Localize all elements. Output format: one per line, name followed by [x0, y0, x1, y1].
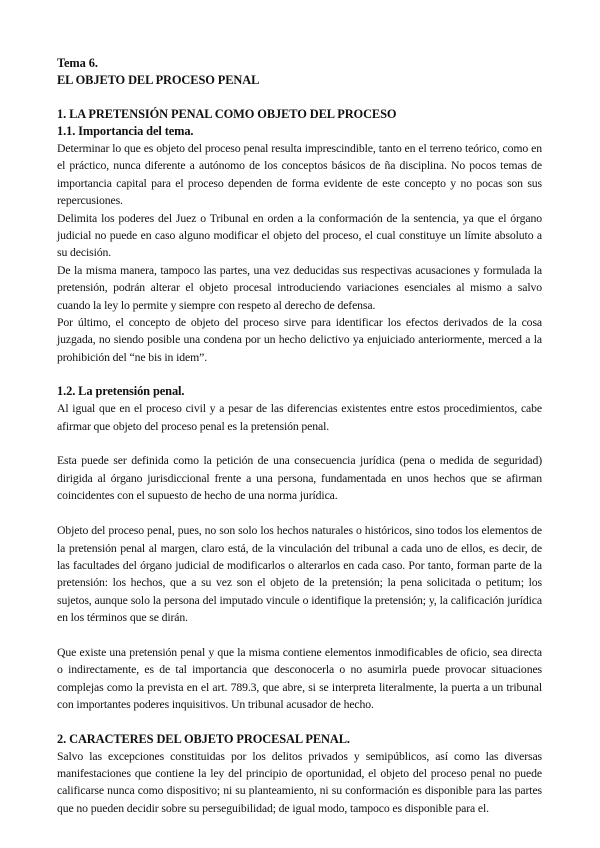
topic-number: Tema 6. [57, 56, 98, 70]
paragraph-1-2-a: Al igual que en el proceso civil y a pesar de las diferencias existentes entre estos procedimientos, cabe afirmar que objeto del proceso penal es la pretensión penal. [57, 402, 542, 433]
spacer [57, 714, 542, 731]
section-2-title: 2. CARACTERES DEL OBJETO PROCESAL PENAL. [57, 731, 350, 746]
spacer [57, 366, 542, 383]
paragraph-2-a: Salvo las excepciones constituidas por los delitos privados y semipúblicos, así como las diversas manifestaciones que contiene la ley del principio de oportunidad, el objeto del proceso penal no puede calificarse nunca como dispositivo; ni su planteamiento, ni su conformación es disponible para las partes que no pueden decidir sobre su perseguibilidad; de igual modo, tampoco es disponible para el. [57, 749, 542, 815]
subsection-1-2-title: 1.2. La pretensión penal. [57, 384, 185, 399]
paragraph-1-2-b: Esta puede ser definida como la petición de una consecuencia jurídica (pena o medida de seguridad) dirigida al órgano jurisdiccional frente a una persona, fundamentada en unos hechos que se afirman coincidentes con el supuesto de hecho de una norma jurídica. [57, 454, 542, 503]
paragraph-1-1-b: Delimita los poderes del Juez o Tribunal en orden a la conformación de la sentencia, ya que el órgano judicial no puede en caso alguno modificar el objeto del proceso, el cual constituye un límite absoluto a su decisión. [57, 211, 542, 260]
paragraph-1-1-d: Por último, el concepto de objeto del proceso sirve para identificar los efectos derivados de la cosa juzgada, no siendo posible una condena por un hecho delictivo ya enjuiciado anteriormente, merced a la prohibición del “ne bis in idem”. [57, 316, 542, 364]
document-page [57, 55, 542, 817]
spacer [57, 89, 542, 106]
document-title: EL OBJETO DEL PROCESO PENAL [57, 73, 260, 87]
paragraph-1-1-c: De la misma manera, tampoco las partes, una vez deducidas sus respectivas acusaciones y formulada la pretensión, podrán alterar el objeto procesal introduciendo variaciones esenciales al mismo a salvo cuando la ley lo permite y siempre con respeto al derecho de defensa. [57, 263, 542, 312]
paragraph-1-2-c: Objeto del proceso penal, pues, no son solo los hechos naturales o históricos, sino todos los elementos de la pretensión penal al margen, claro está, de la vinculación del tribunal a cada uno de ellos, es decir, de las facultades del órgano judicial de modificarlos o alterarlos en cada caso. Por tanto, forman parte de la pretensión: los hechos, que a su vez son el objeto de la pretensión; la pena solicitada o petitum; los sujetos, aunque solo la persona del imputado vincule o identifique la pretensión; y, la calificación jurídica en los términos que se dirán. [57, 524, 542, 625]
spacer [57, 435, 542, 452]
spacer [57, 627, 542, 644]
paragraph-1-2-d: Que existe una pretensión penal y que la misma contiene elementos inmodificables de oficio, sea directa o indirectamente, es de tal importancia que desconocerla o no asumirla puede provocar situaciones complejas como la prevista en el art. 789.3, que abre, si se interpreta literalmente, la puerta a un tribunal con importantes poderes inquisitivos. Un tribunal acusador de hecho. [57, 645, 542, 712]
spacer [57, 505, 542, 522]
section-1-title: 1. LA PRETENSIÓN PENAL COMO OBJETO DEL PROCESO [57, 107, 397, 121]
subsection-1-1-title: 1.1. Importancia del tema. [57, 124, 194, 138]
paragraph-1-1-a: Determinar lo que es objeto del proceso penal resulta imprescindible, tanto en el terreno teórico, como en el práctico, nunca diferente a autónomo de los conceptos básicos de ña disciplina. No pocos temas de importancia capital para el proceso dependen de forma evidente de este concepto y no pocas son sus repercusiones. [57, 142, 542, 208]
